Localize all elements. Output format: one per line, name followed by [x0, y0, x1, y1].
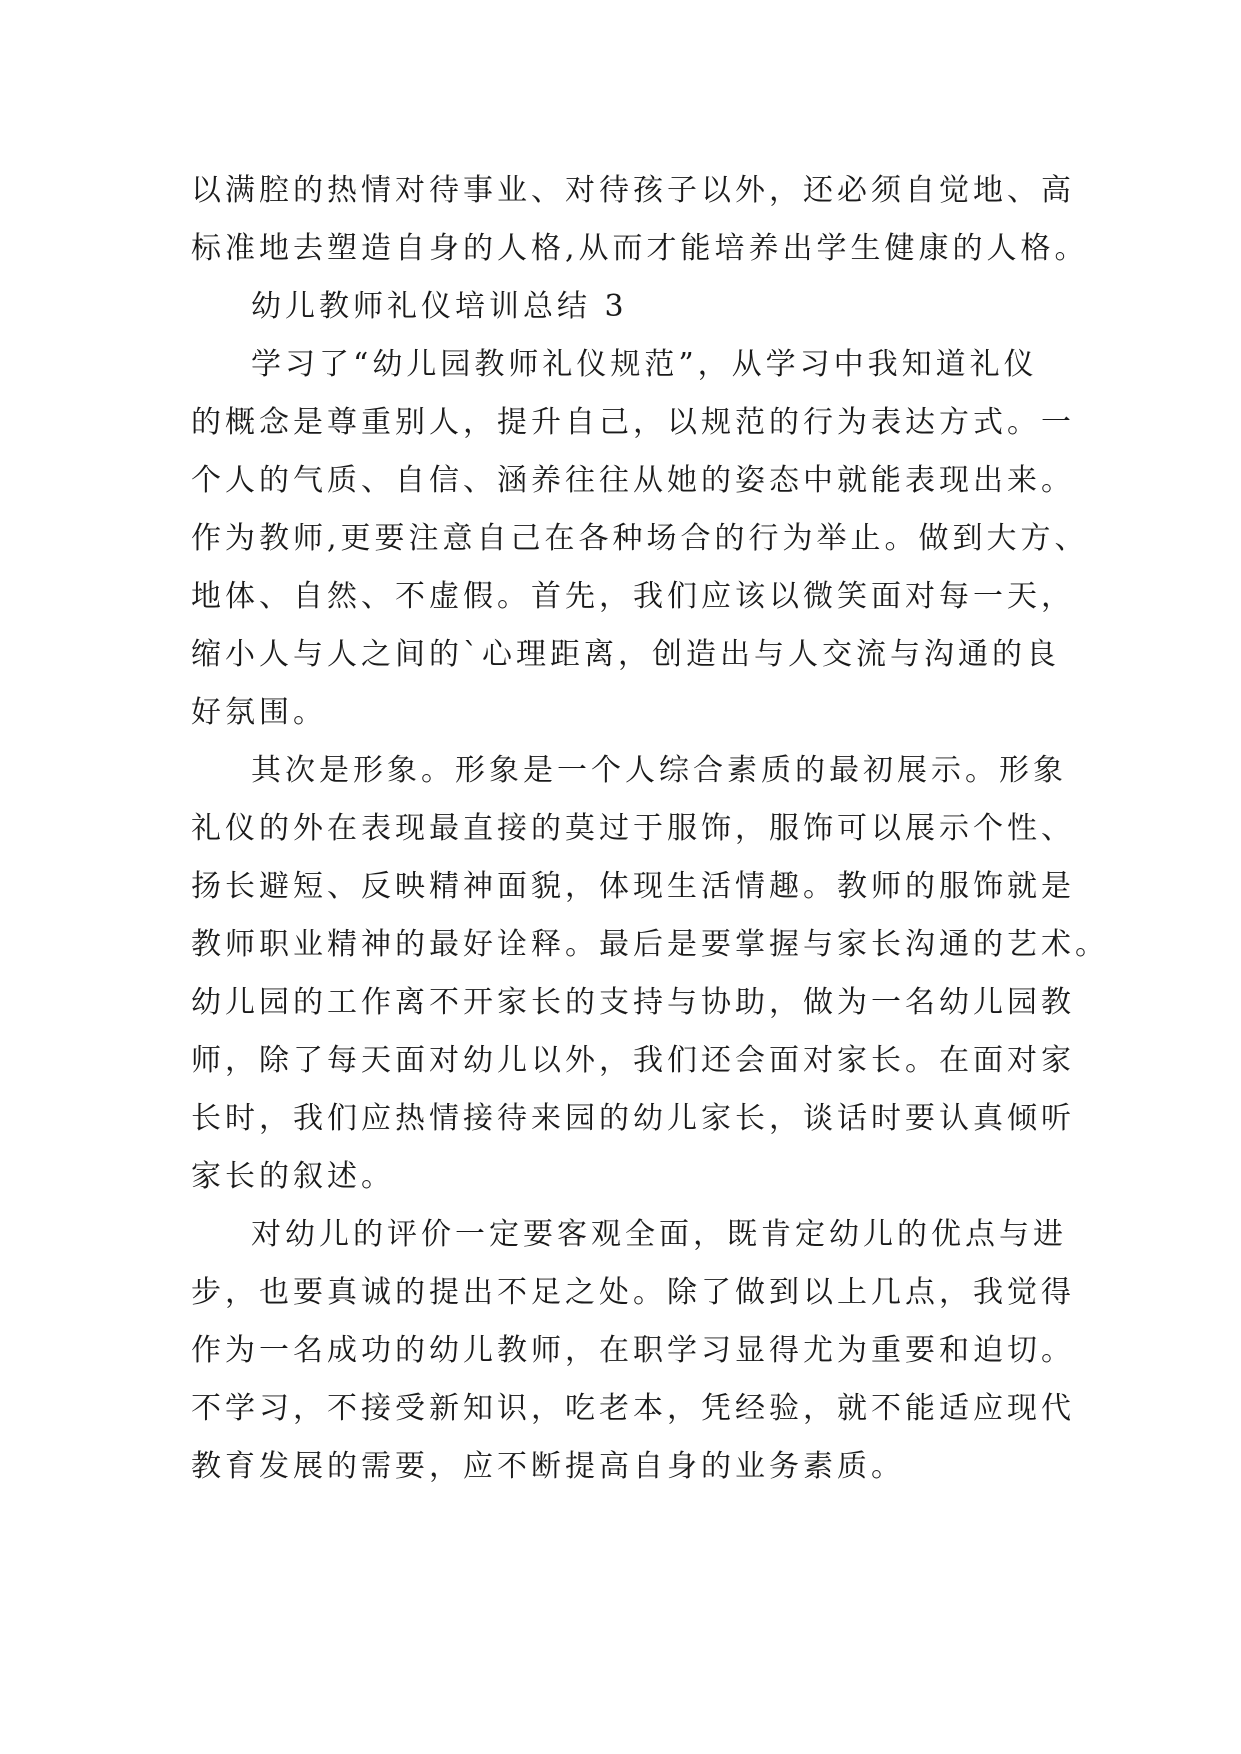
body-text [191, 162, 1109, 1496]
text-line: 缩小人与人之间的`心理距离，创造出与人交流与沟通的良 [191, 637, 1060, 672]
text-line: 的概念是尊重别人，提升自己，以规范的行为表达方式。一 [191, 405, 1075, 440]
text-line: 标准地去塑造自身的人格,从而才能培养出学生健康的人格。 [191, 231, 1089, 266]
text-line: 学习了“幼儿园教师礼仪规范”，从学习中我知道礼仪 [251, 347, 1038, 382]
text-line: 礼仪的外在表现最直接的莫过于服饰，服饰可以展示个性、 [191, 811, 1075, 846]
section-heading: 幼儿教师礼仪培训总结 3 [251, 289, 628, 324]
text-line: 教师职业精神的最好诠释。最后是要掌握与家长沟通的艺术。 [191, 927, 1109, 962]
text-line: 对幼儿的评价一定要客观全面，既肯定幼儿的优点与进 [251, 1217, 1067, 1252]
text-line: 扬长避短、反映精神面貌，体现生活情趣。教师的服饰就是 [191, 869, 1075, 904]
text-line: 个人的气质、自信、涵养往往从她的姿态中就能表现出来。 [191, 463, 1075, 498]
text-line: 不学习，不接受新知识，吃老本，凭经验，就不能适应现代 [191, 1391, 1075, 1426]
text-line: 步，也要真诚的提出不足之处。除了做到以上几点，我觉得 [191, 1275, 1075, 1310]
text-line: 其次是形象。形象是一个人综合素质的最初展示。形象 [251, 753, 1067, 788]
text-line: 地体、自然、不虚假。首先，我们应该以微笑面对每一天， [191, 579, 1075, 614]
text-line: 好氛围。 [191, 695, 327, 730]
text-line: 作为教师,更要注意自己在各种场合的行为举止。做到大方、 [191, 521, 1089, 556]
text-line: 长时，我们应热情接待来园的幼儿家长，谈话时要认真倾听 [191, 1101, 1075, 1136]
text-line: 幼儿园的工作离不开家长的支持与协助，做为一名幼儿园教 [191, 985, 1075, 1020]
text-line: 师，除了每天面对幼儿以外，我们还会面对家长。在面对家 [191, 1043, 1075, 1078]
text-line: 以满腔的热情对待事业、对待孩子以外，还必须自觉地、高 [191, 173, 1075, 208]
text-line: 教育发展的需要，应不断提高自身的业务素质。 [191, 1449, 905, 1484]
text-line: 作为一名成功的幼儿教师，在职学习显得尤为重要和迫切。 [191, 1333, 1075, 1368]
text-line: 家长的叙述。 [191, 1159, 395, 1194]
